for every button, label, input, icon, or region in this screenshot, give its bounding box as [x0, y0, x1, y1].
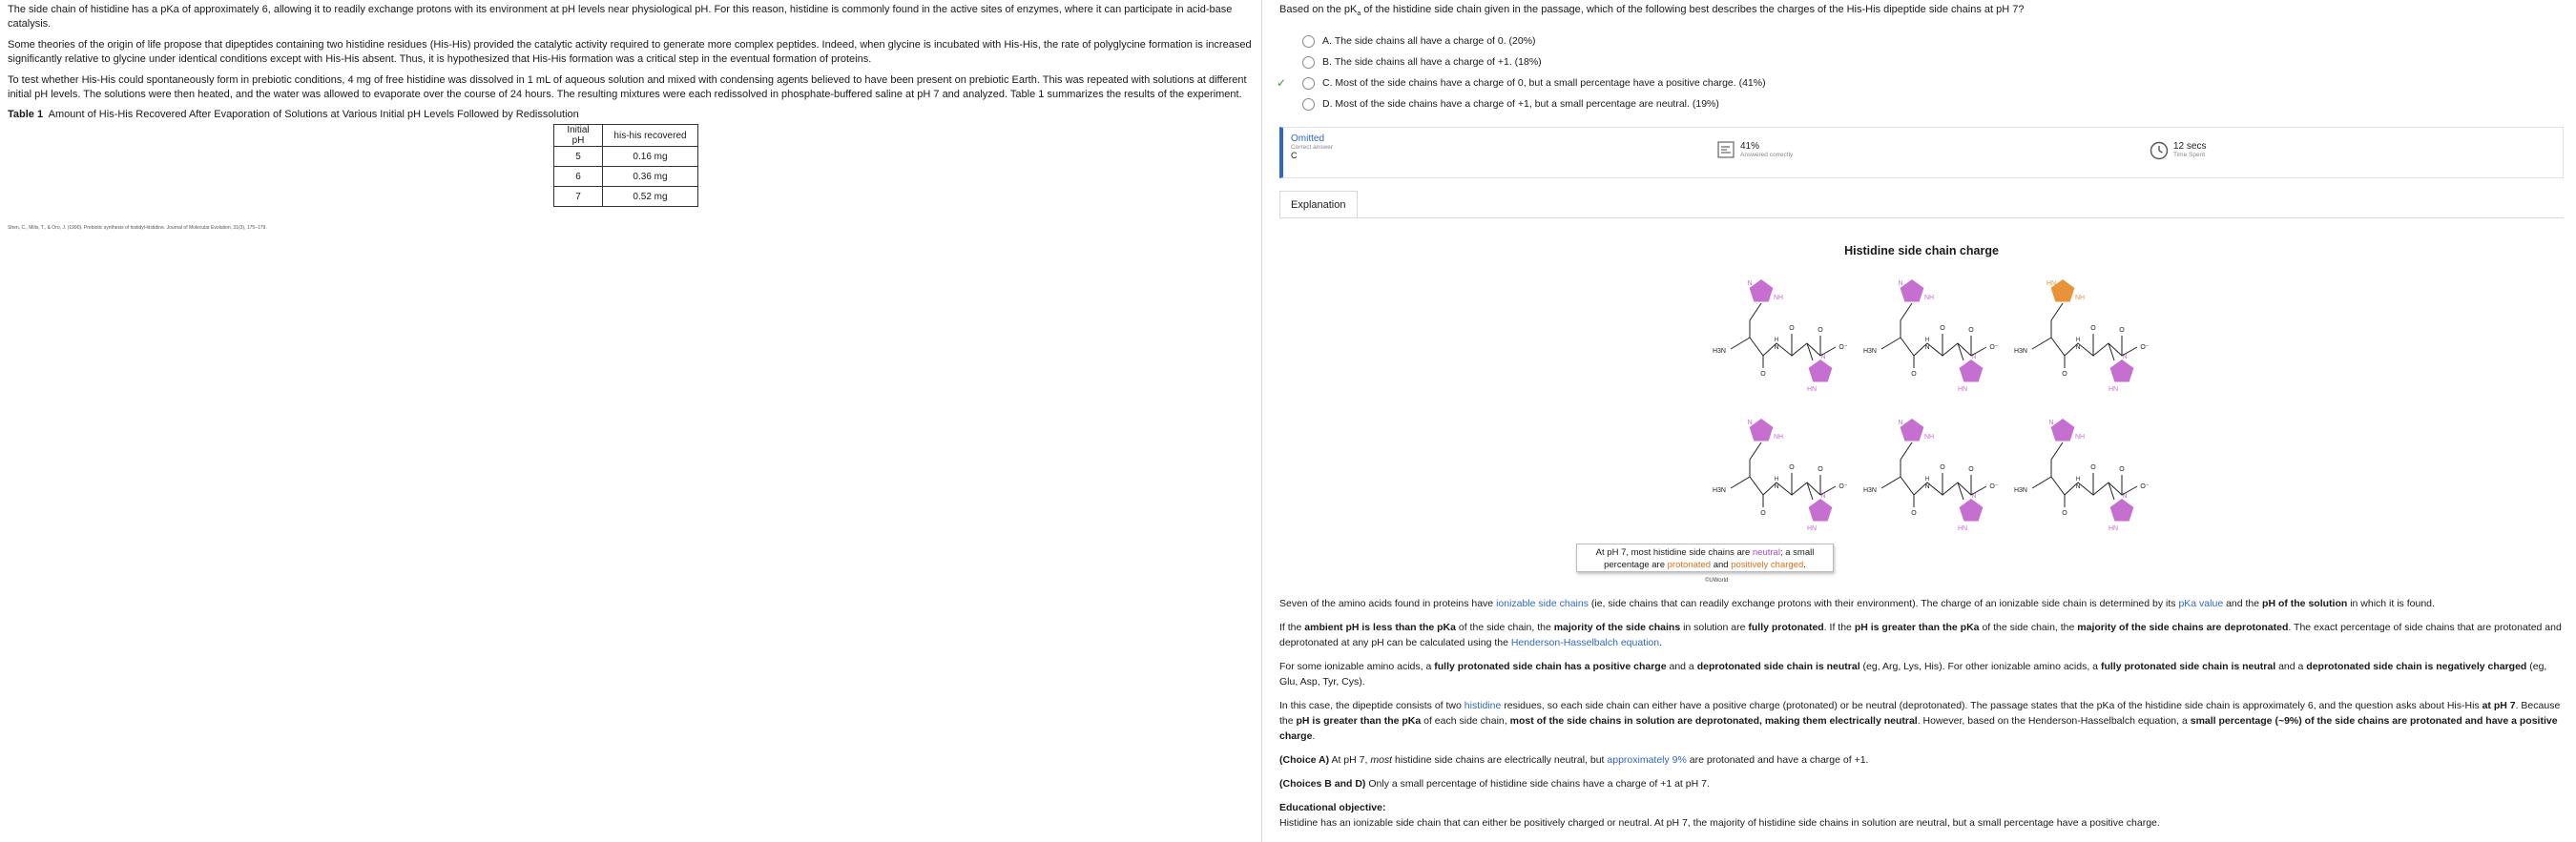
explanation-body — [1279, 596, 2564, 839]
results-table — [553, 124, 698, 207]
bold-text: pH is greater than the pKa — [1296, 715, 1422, 727]
explanation-paragraph — [1279, 659, 2564, 689]
time-value: 12 secs — [2173, 141, 2207, 152]
legend-text: ; a small percentage are — [1604, 547, 1815, 570]
ring-nitrogen: N — [2122, 493, 2128, 500]
text: . — [1659, 637, 1663, 648]
text: and a — [2275, 661, 2307, 672]
ring-nitrogen: N — [1747, 280, 1753, 287]
ring-nh: NH — [1773, 295, 1784, 301]
ring-nh: HN — [2108, 525, 2119, 532]
bold-text: fully protonated side chain is neutral — [2100, 661, 2276, 672]
text: in solution are — [1680, 622, 1749, 633]
percent-correct — [1740, 141, 1793, 158]
ring-nh: HN — [2108, 386, 2119, 393]
ring-nh: HN — [1806, 386, 1818, 393]
choice-c[interactable] — [1279, 72, 1766, 93]
carboxylate-label: O⁻ — [2140, 344, 2150, 351]
imidazole-ring — [1809, 359, 1833, 382]
ring-nitrogen: N — [1820, 354, 1826, 360]
oxygen-label: O — [2119, 466, 2125, 473]
explanation-paragraph — [1279, 620, 2564, 650]
text: At pH 7, — [1329, 754, 1371, 766]
text: . The exact percentage of side chains that are protonated and deprotonated at any pH can be calculated using the — [1279, 622, 2562, 648]
tab-underline — [1279, 217, 2564, 218]
bold-text: majority of the side chains — [1553, 622, 1681, 633]
carboxylate-label: O⁻ — [1989, 483, 1999, 490]
oxygen-label: O — [2090, 464, 2096, 471]
text: Only a small percentage of histidine side chains have a charge of +1 at pH 7. — [1365, 778, 1710, 790]
choice-reference: (Choice A) — [1279, 754, 1330, 766]
choice-text: Most of the side chains have a charge of +1, but a small percentage are neutral. (19%) — [1335, 98, 1719, 110]
hydrogen-label: H — [1774, 477, 1779, 483]
passage-panel — [0, 0, 1261, 842]
percent-value: 41% — [1740, 141, 1760, 152]
nitrogen-label: N — [1774, 483, 1779, 490]
bold-text: most of the side chains in solution are deprotonated, making them electrically neutral — [1509, 715, 1918, 727]
text: . — [1312, 730, 1316, 742]
ring-nitrogen: N — [1971, 354, 1977, 360]
explanation-paragraph — [1279, 776, 2564, 791]
bold-text: small percentage (~9%) of the side chains are protonated and have a positive charge — [1279, 715, 2558, 742]
question-stem-end: of the histidine side chain given in the passage, which of the following best describes the charges of the His-His dipeptide side chains at pH 7? — [1361, 4, 2025, 15]
explanation-paragraph — [1279, 698, 2564, 744]
question-stem-subscript: a — [1357, 10, 1361, 18]
bond — [1792, 343, 1836, 356]
nitrogen-label: N — [1774, 344, 1779, 351]
oxygen-label: O — [1760, 510, 1766, 517]
histidine-structures-svg — [1683, 265, 2160, 570]
imidazole-ring — [2110, 359, 2134, 382]
bond — [1731, 442, 1761, 488]
explanation-paragraph — [1279, 752, 2564, 768]
ring-nitrogen: N — [2048, 420, 2054, 426]
oxygen-label: O — [1789, 325, 1795, 332]
bond — [1942, 343, 1986, 356]
checkmark-icon: ✓ — [1277, 76, 1287, 90]
passage-paragraph-1: The side chain of histidine has a pKa of approximately 6, allowing it to readily exchange protons with its environment at pH levels near physiological pH. For this reason, histidine is commonly found in the active sites of enzymes, where it can participate in acid-base catalysis. — [8, 4, 1233, 30]
text: For some ionizable amino acids, a — [1279, 661, 1435, 672]
text: in which it is found. — [2347, 598, 2435, 609]
choice-letter: B. — [1322, 56, 1332, 68]
ring-nitrogen: N — [1898, 280, 1903, 287]
oxygen-label: O — [2090, 325, 2096, 332]
correct-answer-value: C — [1291, 151, 1298, 160]
table-cell: 0.52 mg — [603, 187, 698, 207]
time-spent — [2173, 141, 2206, 158]
bond — [1731, 303, 1761, 349]
bond — [2051, 338, 2065, 368]
choice-text: The side chains all have a charge of +1. (18%) — [1334, 56, 1542, 68]
choice-a[interactable] — [1279, 31, 1766, 51]
approximately-link[interactable]: approximately 9% — [1607, 754, 1687, 766]
nitrogen-label: N — [2075, 483, 2081, 490]
answer-stats-bar — [1279, 127, 2564, 178]
bond — [1901, 477, 1914, 507]
oxygen-label: O — [1818, 327, 1823, 334]
oxygen-label: O — [1911, 510, 1917, 517]
text: In this case, the dipeptide consists of two — [1279, 700, 1465, 711]
oxygen-label: O — [1968, 466, 1974, 473]
choice-letter: A. — [1322, 35, 1332, 47]
bold-text: fully protonated — [1748, 622, 1824, 633]
time-label: Time Spent — [2173, 152, 2205, 158]
answer-choices — [1279, 31, 1766, 114]
table-cell: 0.16 mg — [603, 147, 698, 167]
table-row — [554, 147, 698, 167]
bond — [2032, 442, 2063, 488]
oxygen-label: O — [1968, 327, 1974, 334]
ring-nh: NH — [1773, 434, 1784, 441]
nitrogen-label: N — [1924, 344, 1930, 351]
amine-label: H3N — [2013, 487, 2028, 494]
tab-explanation[interactable]: Explanation — [1279, 191, 1358, 218]
oxygen-label: O — [1940, 464, 1945, 471]
imidazole-ring — [1960, 499, 1984, 522]
bond — [1750, 477, 1763, 507]
oxygen-label: O — [2062, 510, 2067, 517]
passage-paragraph-2: Some theories of the origin of life propose that dipeptides containing two histidine residues (His-His) provided the catalytic activity required to generate more complex peptides. Indeed, when glycine is incubated with His-His, the rate of polyglycine formation is increased significantly relative to glycine under identical conditions except with His-His absent. Thus, it is hypothesized that His-His formation was a critical step in the eventual formation of proteins. — [8, 39, 1252, 65]
legend-neutral: neutral — [1752, 547, 1780, 558]
table-caption — [8, 109, 1254, 120]
bond — [1792, 483, 1836, 495]
result-status — [1291, 133, 1333, 160]
imidazole-ring — [1809, 499, 1833, 522]
bond — [1881, 442, 1912, 488]
objective-text: Histidine has an ionizable side chain that can either be positively charged or neutral. At pH 7, the majority of histidine side chains in solution are neutral, but a small percentage have a positive charge. — [1279, 817, 2160, 829]
carboxylate-label: O⁻ — [1839, 344, 1848, 351]
bold-text: pH is greater than the pKa — [1854, 622, 1980, 633]
bond — [2051, 477, 2065, 507]
table-row — [554, 187, 698, 207]
radio-button[interactable] — [1302, 35, 1315, 48]
bond — [1750, 338, 1763, 368]
nitrogen-label: N — [1924, 483, 1930, 490]
amine-label: H3N — [1862, 487, 1878, 494]
ring-nh: HN — [1957, 386, 1968, 393]
question-stem — [1279, 4, 2025, 17]
oxygen-label: O — [1789, 464, 1795, 471]
text: histidine side chains are electrically neutral, but — [1392, 754, 1608, 766]
ring-nh: NH — [1923, 295, 1935, 301]
bar-chart-icon — [1717, 141, 1735, 158]
table-header-cell: Initial pH — [554, 125, 603, 147]
table-row — [554, 167, 698, 187]
table-cell: 7 — [554, 187, 603, 207]
text: (eg, Arg, Lys, His). For other ionizable amino acids, a — [1859, 661, 2101, 672]
bold-text: pH of the solution — [2262, 598, 2348, 609]
bond — [2093, 483, 2137, 495]
oxygen-label: O — [1911, 371, 1917, 378]
text: of each side chain, — [1421, 715, 1510, 727]
bond — [1942, 483, 1986, 495]
choice-letter: D. — [1322, 98, 1333, 110]
copyright-label: ©UWorld — [1705, 578, 1729, 584]
henderson-hasselbalch-link[interactable]: Henderson-Hasselbalch equation — [1510, 637, 1660, 648]
explanation-paragraph — [1279, 596, 2564, 611]
passage-paragraph-3: To test whether His-His could spontaneously form in prebiotic conditions, 4 mg of free histidine was dissolved in 1 mL of aqueous solution and mixed with condensing agents believed to have been present on prebiotic Earth. This was repeated with solutions at different initial pH levels. The solutions were then heated, and the water was allowed to evaporate over the course of 24 hours. The resulting mixtures were each redissolved in phosphate-buffered saline at pH 7 and analyzed. Table 1 summarizes the results of the experiment. — [8, 74, 1247, 100]
choice-text: The side chains all have a charge of 0. (20%) — [1334, 35, 1536, 47]
text: of the side chain, the — [1979, 622, 2078, 633]
bold-text: fully protonated side chain has a positive charge — [1434, 661, 1667, 672]
radio-button[interactable] — [1302, 56, 1315, 69]
choice-text: Most of the side chains have a charge of 0, but a small percentage have a positive charge. (41%) — [1335, 77, 1766, 89]
ring-nh: NH — [2074, 295, 2086, 301]
carboxylate-label: O⁻ — [1989, 344, 1999, 351]
legend-text: . — [1803, 560, 1806, 570]
imidazole-ring — [1901, 419, 1924, 442]
objective-title — [1279, 800, 2564, 815]
question-panel — [1273, 0, 2570, 842]
legend-positive: positively charged — [1731, 560, 1804, 570]
table-cell: 5 — [554, 147, 603, 167]
diagram-title: Histidine side chain charge — [1844, 244, 1999, 257]
ring-nitrogen: HN — [2046, 280, 2057, 287]
bold-text: ambient pH is less than the pKa — [1304, 622, 1456, 633]
panel-divider[interactable] — [1261, 0, 1262, 842]
choice-b[interactable] — [1279, 51, 1766, 72]
imidazole-ring — [1750, 419, 1774, 442]
table-header-row — [554, 125, 698, 147]
text: (eg, Glu, Asp, Tyr, Cys). — [1279, 661, 2547, 688]
bold-text: Educational objective: — [1279, 802, 1386, 813]
ring-nitrogen: N — [1971, 493, 1977, 500]
ring-nh: HN — [1806, 525, 1818, 532]
text: Seven of the amino acids found in proteins have — [1279, 598, 1497, 609]
italic-text: most — [1370, 754, 1393, 766]
oxygen-label: O — [1760, 371, 1766, 378]
ionizable-side-chains-link[interactable]: ionizable side chains — [1496, 598, 1589, 609]
hydrogen-label: H — [1924, 338, 1930, 343]
oxygen-label: O — [1818, 466, 1823, 473]
table-cell: 0.36 mg — [603, 167, 698, 187]
bold-text: deprotonated side chain is negatively charged — [2306, 661, 2527, 672]
legend-protonated: protonated — [1667, 560, 1712, 570]
text: are protonated and have a charge of +1. — [1686, 754, 1869, 766]
status-omitted: Omitted — [1291, 133, 1325, 144]
ring-nitrogen: N — [2122, 354, 2128, 360]
text: and a — [1666, 661, 1697, 672]
amine-label: H3N — [1712, 348, 1727, 355]
question-stem-start: Based on the pK — [1279, 4, 1358, 15]
oxygen-label: O — [1940, 325, 1945, 332]
choice-reference: (Choices B and D) — [1279, 778, 1366, 790]
legend-text: At pH 7, most histidine side chains are — [1595, 547, 1753, 558]
hydrogen-label: H — [1774, 338, 1779, 343]
results-table-wrapper — [553, 124, 698, 207]
percent-label: Answered correctly — [1740, 152, 1794, 158]
correct-answer-label: Correct answer — [1291, 144, 1334, 151]
imidazole-ring — [1750, 279, 1774, 302]
bond — [2093, 343, 2137, 356]
ring-nh: NH — [1923, 434, 1935, 441]
text: of the side chain, the — [1455, 622, 1554, 633]
radio-button[interactable] — [1302, 98, 1315, 111]
bold-text: deprotonated side chain is neutral — [1696, 661, 1860, 672]
pka-value-link[interactable]: pKa value — [2178, 598, 2224, 609]
ring-nitrogen: N — [1747, 420, 1753, 426]
legend-text: and — [1711, 560, 1732, 570]
diagram-legend — [1576, 544, 1834, 572]
table-header-cell: his-his recovered — [603, 125, 698, 147]
table-cell: 6 — [554, 167, 603, 187]
text: . If the — [1823, 622, 1855, 633]
text: . Because the — [1279, 700, 2561, 727]
hydrogen-label: H — [2075, 477, 2081, 483]
choice-letter: C. — [1322, 77, 1333, 89]
clock-icon — [2150, 141, 2169, 160]
text: (ie, side chains that can readily exchange protons with their environment). The charge of an ionizable side chain is determined by its — [1588, 598, 2179, 609]
imidazole-ring — [2110, 499, 2134, 522]
bond — [1881, 303, 1912, 349]
bond — [1901, 338, 1914, 368]
text: residues, so each side chain can either have a positive charge (protonated) or be neutral (deprotonated). The passage states that the pKa of the histidine side chain is approximately 6, and the question asks about His-His — [1501, 700, 2483, 711]
text: and the — [2223, 598, 2263, 609]
amine-label: H3N — [1862, 348, 1878, 355]
hydrogen-label: H — [2075, 338, 2081, 343]
histidine-diagram — [1683, 236, 2160, 589]
histidine-link[interactable]: histidine — [1464, 700, 1502, 711]
carboxylate-label: O⁻ — [1839, 483, 1848, 490]
text: If the — [1279, 622, 1305, 633]
carboxylate-label: O⁻ — [2140, 483, 2150, 490]
amine-label: H3N — [1712, 487, 1727, 494]
imidazole-ring — [1901, 279, 1924, 302]
imidazole-ring — [1960, 359, 1984, 382]
citation: Shen, C., Mills, T., & Oro, J. (1990). Prebiotic synthesis of histidyl-histidine. Journal of Molecular Evolution, 31(3), 175–179. — [8, 225, 267, 231]
ring-nh: NH — [2074, 434, 2086, 441]
bold-text: at pH 7 — [2482, 700, 2516, 711]
bond — [2032, 303, 2063, 349]
oxygen-label: O — [2119, 327, 2125, 334]
text: . However, based on the Henderson-Hasselbalch equation, a — [1917, 715, 2191, 727]
amine-label: H3N — [2013, 348, 2028, 355]
imidazole-ring — [2051, 419, 2075, 442]
bold-text: majority of the side chains are deprotonated — [2077, 622, 2289, 633]
hydrogen-label: H — [1924, 477, 1930, 483]
radio-button[interactable] — [1302, 77, 1315, 90]
nitrogen-label: N — [2075, 344, 2081, 351]
ring-nitrogen: N — [1898, 420, 1903, 426]
ring-nitrogen: N — [1820, 493, 1826, 500]
choice-d[interactable] — [1279, 93, 1766, 114]
table-label: Table 1 — [8, 109, 44, 120]
oxygen-label: O — [2062, 371, 2067, 378]
table-title: Amount of His-His Recovered After Evaporation of Solutions at Various Initial pH Levels Followed by Redissolution — [48, 109, 579, 120]
ring-nh: HN — [1957, 525, 1968, 532]
